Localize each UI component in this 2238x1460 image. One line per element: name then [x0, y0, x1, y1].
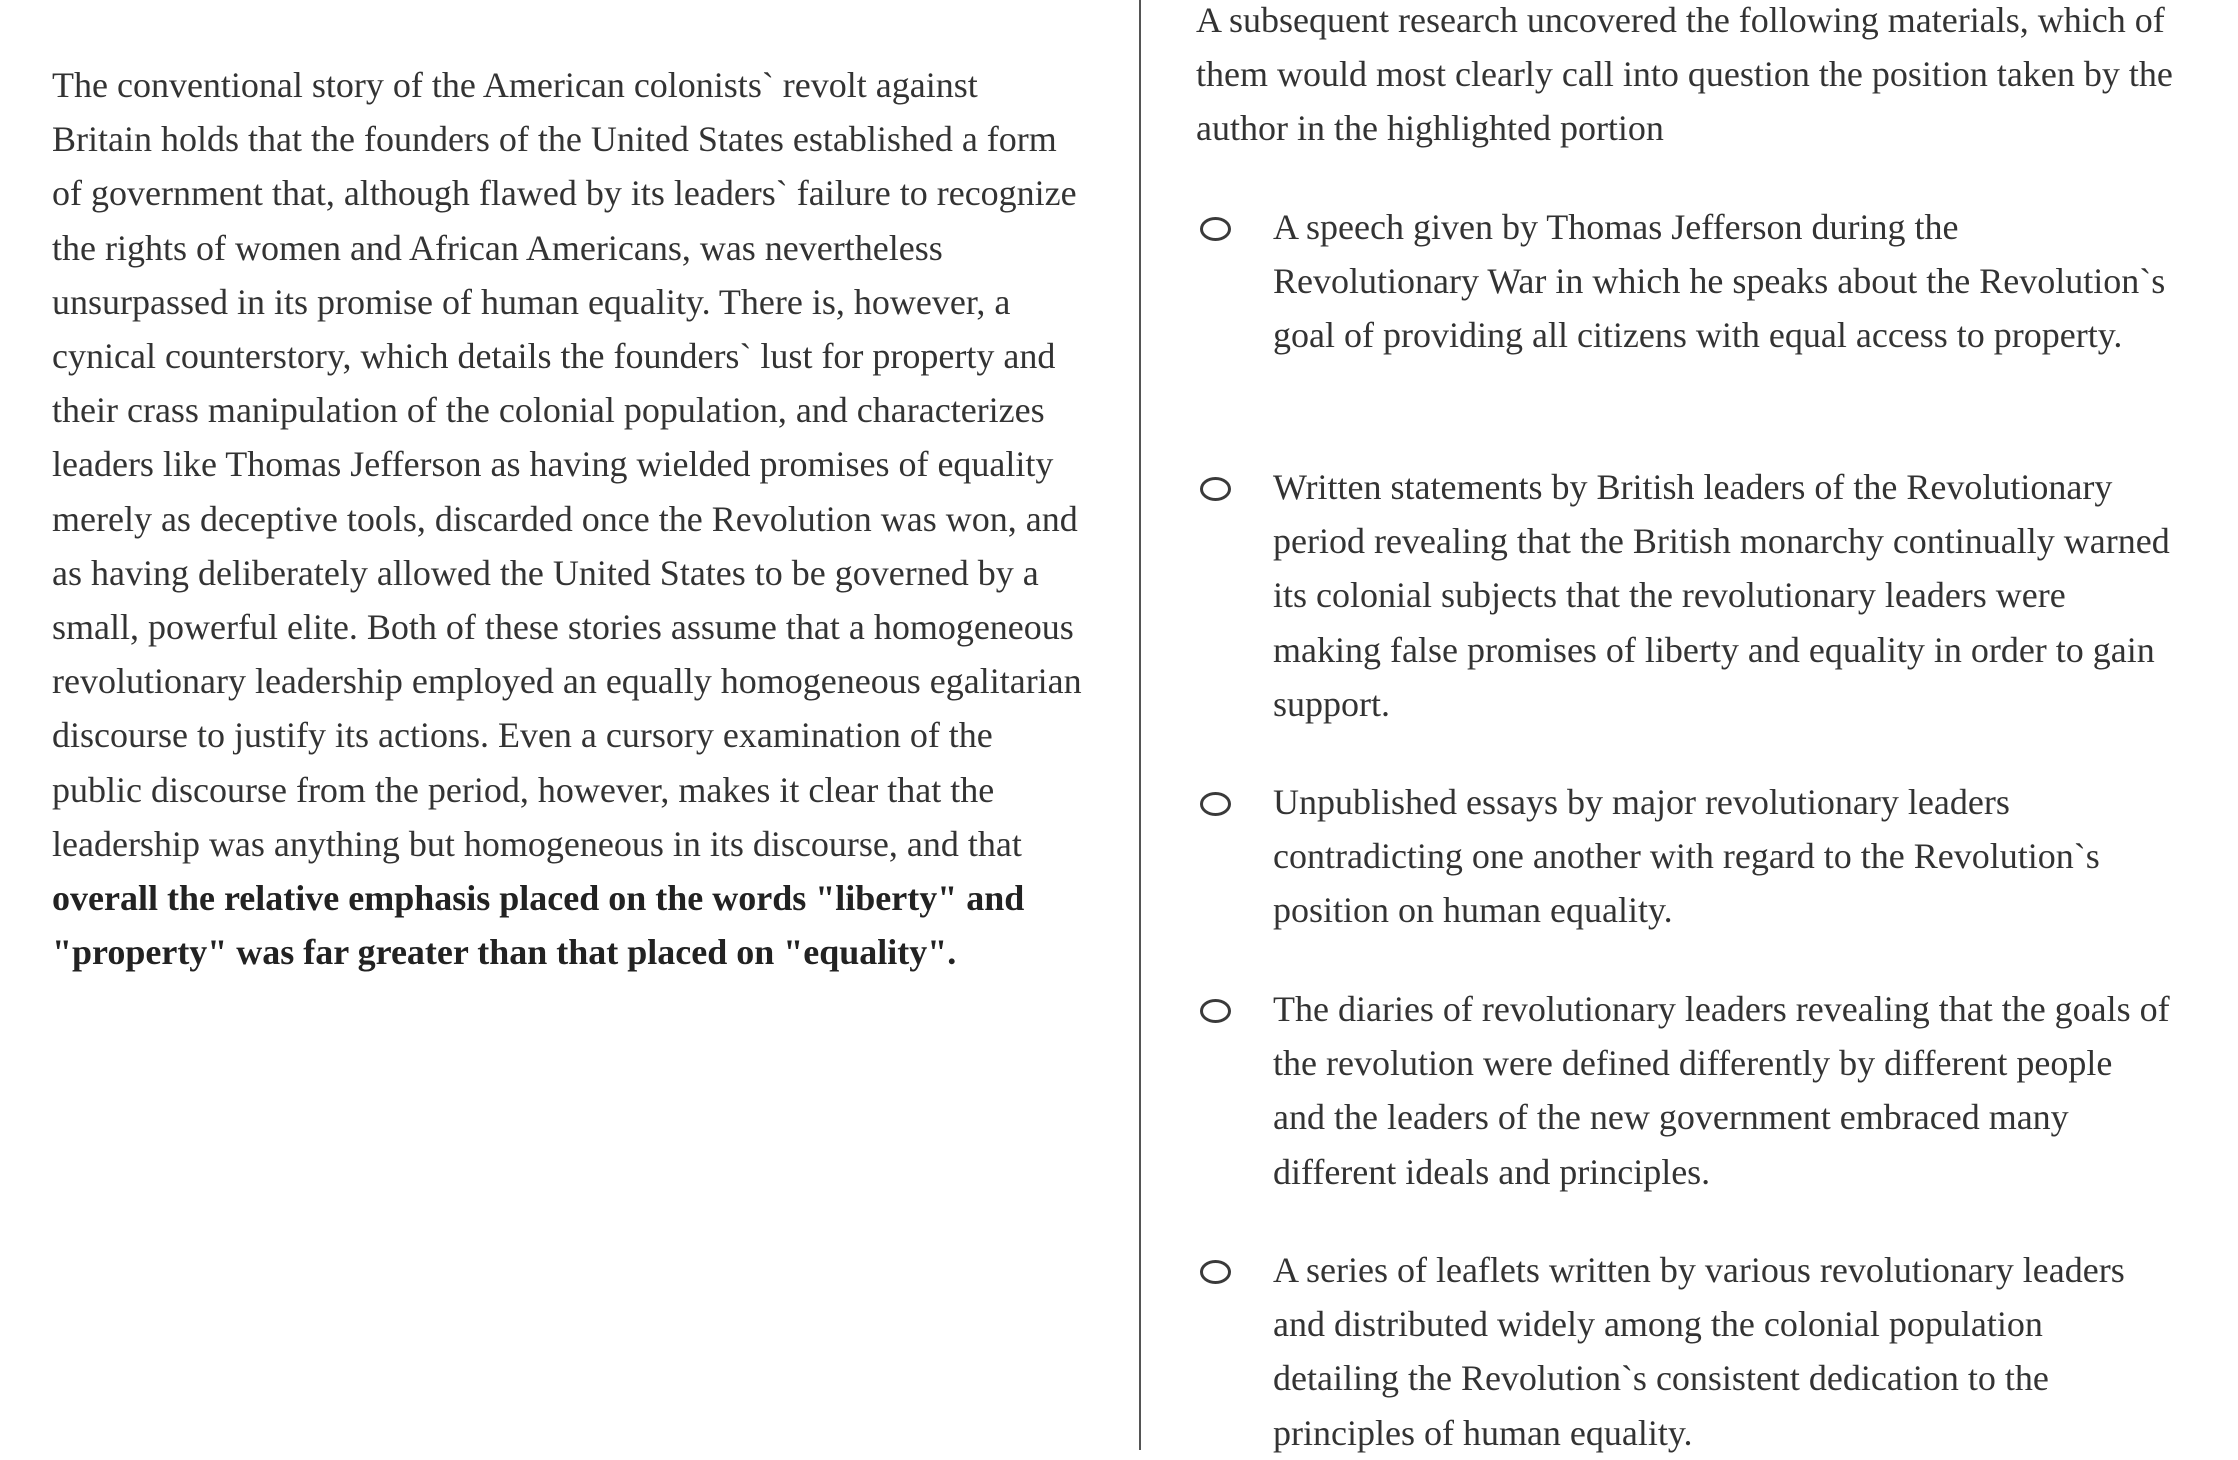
- radio-button-b[interactable]: [1200, 477, 1231, 501]
- radio-button-c[interactable]: [1200, 792, 1231, 816]
- highlighted-portion: overall the relative emphasis placed on the words "liberty" and "property" was far greater than that placed on "equality".: [52, 878, 1025, 973]
- reading-passage: [52, 58, 1082, 979]
- answer-option-c-text: Unpublished essays by major revolutionary leaders contradicting one another with regard to the Revolution`s position on human equality.: [1273, 782, 2100, 931]
- passage-text: The conventional story of the American colonists` revolt against Britain holds that the founders of the United States established a form of government that, although flawed by its leaders` failure to recognize the rights of women and African Americans, was nevertheless unsurpassed in its promise of human equality. There is, however, a cynical counterstory, which details the founders` lust for property and their crass manipulation of the colonial population, and characterizes leaders like Thomas Jefferson as having wielded promises of equality merely as deceptive tools, discarded once the Revolution was won, and as having deliberately allowed the United States to be governed by a small, powerful elite. Both of these stories assume that a homogeneous revolutionary leadership employed an equally homogeneous egalitarian discourse to justify its actions. Even a cursory examination of the public discourse from the period, however, makes it clear that the leadership was anything but homogeneous in its discourse, and that: [52, 65, 1082, 864]
- pane-divider[interactable]: [1139, 0, 1141, 1450]
- radio-button-a[interactable]: [1200, 217, 1231, 241]
- answer-option-b-text: Written statements by British leaders of the Revolutionary period revealing that the British monarchy continually warned its colonial subjects that the revolutionary leaders were making false promises of liberty and equality in order to gain support.: [1273, 467, 2170, 724]
- question-prompt: A subsequent research uncovered the following materials, which of them would most clearly call into question the position taken by the author in the highlighted portion: [1196, 0, 2173, 148]
- answer-option-e-text: A series of leaflets written by various revolutionary leaders and distributed widely among the colonial population detailing the Revolution`s consistent dedication to the principles of human equality.: [1273, 1250, 2125, 1453]
- answer-option-d-text: The diaries of revolutionary leaders revealing that the goals of the revolution were defined differently by different people and the leaders of the new government embraced many different ideals and principles.: [1273, 989, 2170, 1192]
- radio-button-d[interactable]: [1200, 999, 1231, 1023]
- answer-option-a-text: A speech given by Thomas Jefferson during the Revolutionary War in which he speaks about the Revolution`s goal of providing all citizens with equal access to property.: [1273, 207, 2166, 356]
- radio-button-e[interactable]: [1200, 1260, 1231, 1284]
